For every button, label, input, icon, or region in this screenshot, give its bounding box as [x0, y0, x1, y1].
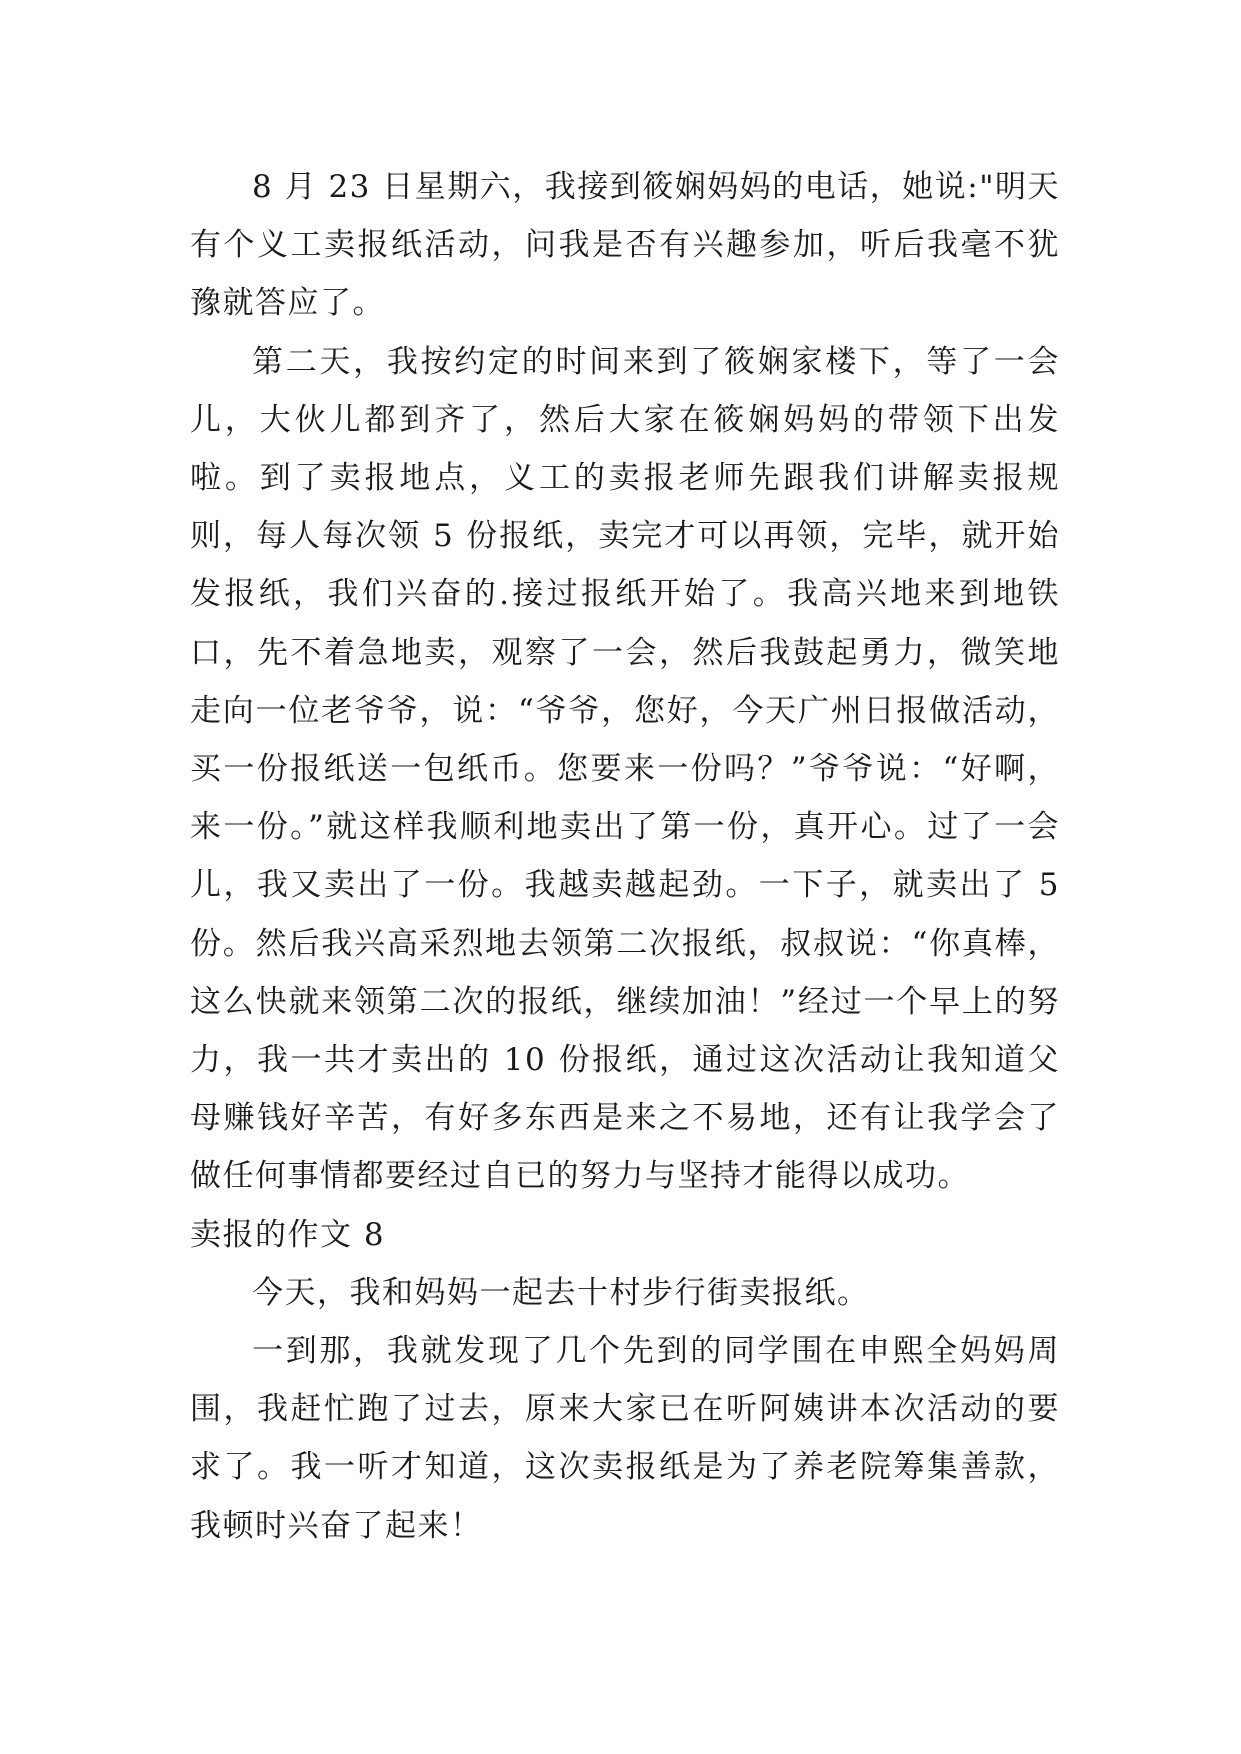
document-body [190, 158, 1060, 1555]
paragraph-arrival: 一到那，我就发现了几个先到的同学围在申熙全妈妈周围，我赶忙跑了过去，原来大家已在听阿姨讲本次活动的要求了。我一听才知道，这次卖报纸是为了养老院筹集善款，我顿时兴奋了起来！ [190, 1333, 1060, 1544]
paragraph-today: 今天，我和妈妈一起去十村步行街卖报纸。 [252, 1274, 870, 1311]
essay-heading: 卖报的作文 8 [190, 1216, 386, 1253]
paragraph-intro: 8 月 23 日星期六，我接到筱娴妈妈的电话，她说:"明天有个义工卖报纸活动，问我是否有兴趣参加，听后我毫不犹豫就答应了。 [190, 169, 1060, 322]
paragraph-selling-story: 第二天，我按约定的时间来到了筱娴家楼下，等了一会儿，大伙儿都到齐了，然后大家在筱娴妈妈的带领下出发啦。到了卖报地点，义工的卖报老师先跟我们讲解卖报规则，每人每次领 5 份报纸，卖完才可以再领，完毕，就开始发报纸，我们兴奋的.接过报纸开始了。我高兴地来到地铁口，先不着急地卖，观察了一会，然后我鼓起勇力，微笑地走向一位老爷爷，说：“爷爷，您好，今天广州日报做活动，买一份报纸送一包纸币。您要来一份吗？”爷爷说：“好啊，来一份。”就这样我顺利地卖出了第一份，真开心。过了一会儿，我又卖出了一份。我越卖越起劲。一下子，就卖出了 5 份。然后我兴高采烈地去领第二次报纸，叔叔说：“你真棒，这么快就来领第二次的报纸，继续加油！”经过一个早上的努力，我一共才卖出的 10 份报纸，通过这次活动让我知道父母赚钱好辛苦，有好多东西是来之不易地，还有让我学会了做任何事情都要经过自已的努力与坚持才能得以成功。 [190, 343, 1060, 1195]
